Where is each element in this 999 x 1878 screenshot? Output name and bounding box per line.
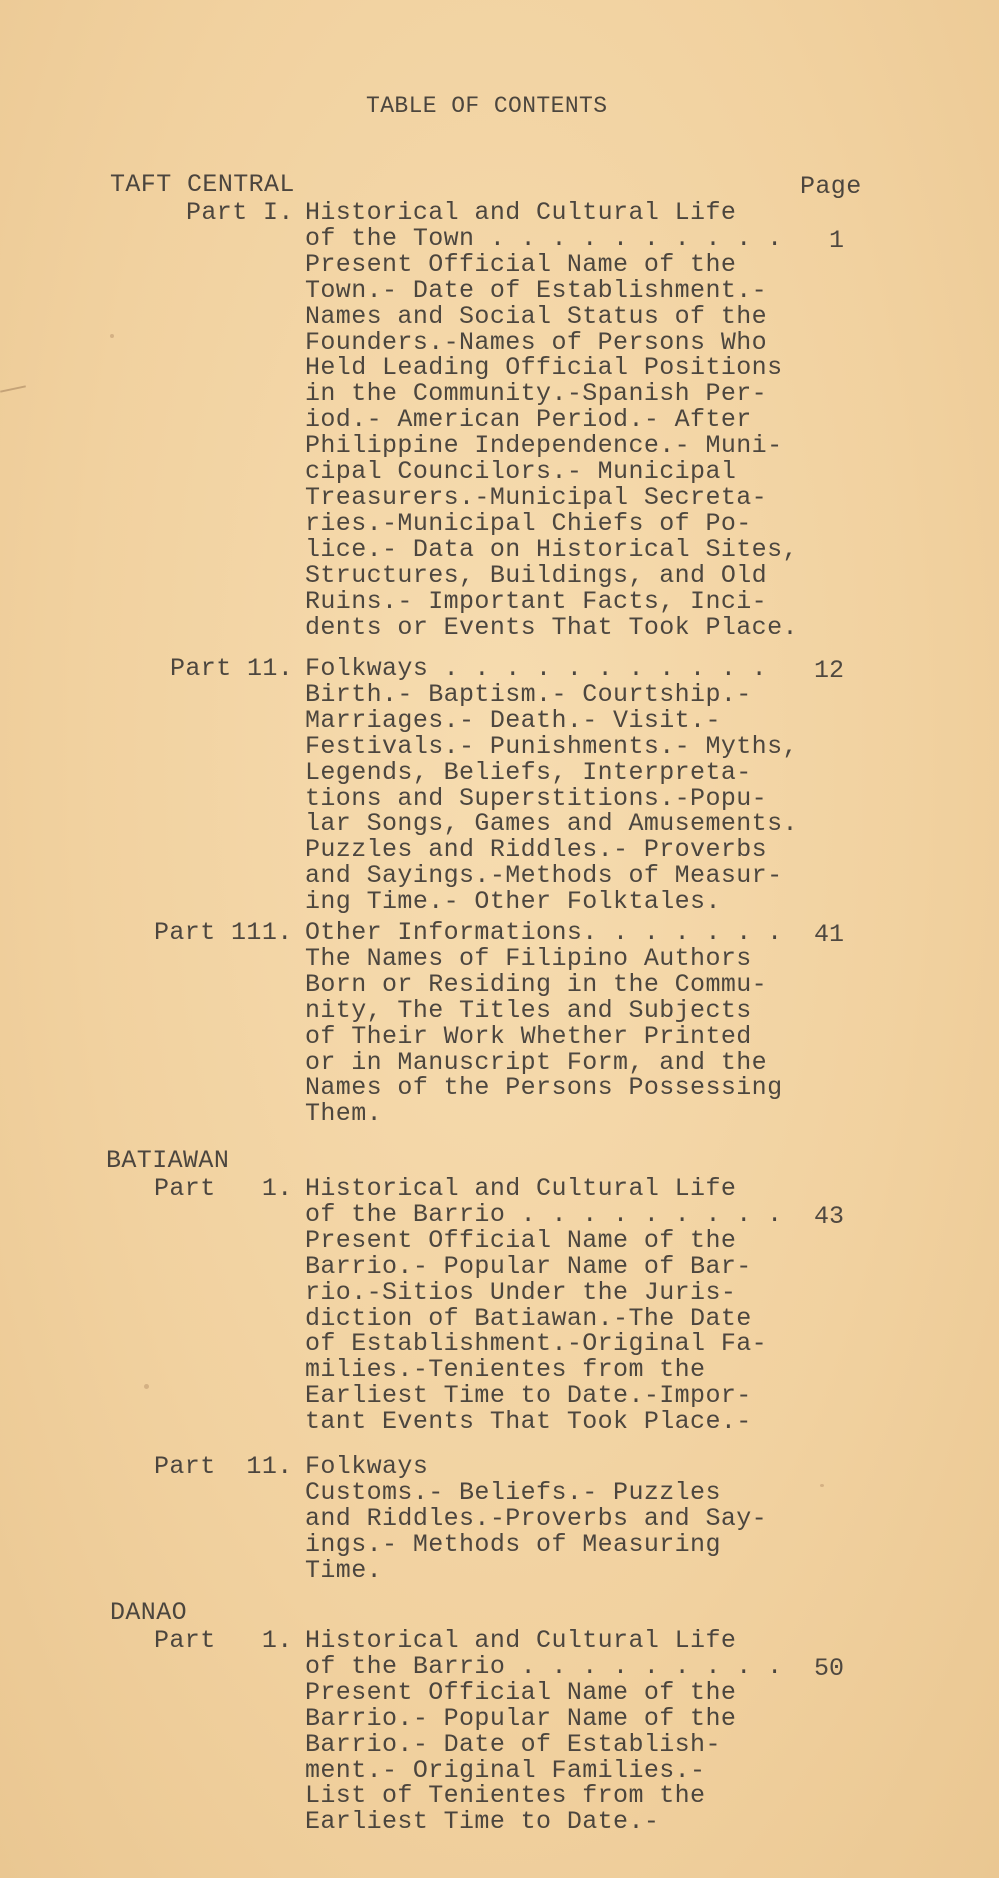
entry-line: Barrio.- Popular Name of Bar- <box>305 1251 752 1281</box>
part-entry-text <box>305 200 798 640</box>
page-number: 50 <box>814 1654 845 1683</box>
part-entry-text <box>305 656 798 915</box>
paper-speck <box>144 1384 149 1389</box>
entry-line: Customs.- Beliefs.- Puzzles <box>305 1477 721 1507</box>
entry-line: iod.- American Period.- After <box>305 405 752 435</box>
section-heading-batiawan: BATIAWAN <box>106 1146 230 1175</box>
entry-line: and Sayings.-Methods of Measur- <box>305 861 783 891</box>
page-column-header: Page <box>800 172 862 201</box>
entry-line: of Their Work Whether Printed <box>305 1021 752 1051</box>
entry-line: Names and Social Status of the <box>305 301 768 331</box>
entry-line: Treasurers.-Municipal Secreta- <box>305 482 768 512</box>
page-number: 43 <box>814 1202 845 1231</box>
entry-line: Other Informations. . . . . . . <box>305 918 783 947</box>
entry-line: Barrio.- Date of Establish- <box>305 1729 721 1759</box>
entry-line: ries.-Municipal Chiefs of Po- <box>305 508 752 538</box>
entry-line: cipal Councilors.- Municipal <box>305 457 737 487</box>
entry-line: Earliest Time to Date.-Impor- <box>305 1381 752 1411</box>
entry-line: of the Town . . . . . . . . . . <box>305 223 783 253</box>
entry-line: Historical and Cultural Life <box>305 1174 737 1203</box>
entry-line: Marriages.- Death.- Visit.- <box>305 705 721 735</box>
page-title: TABLE OF CONTENTS <box>366 93 608 119</box>
part-entry-text <box>305 1454 767 1584</box>
entry-line: ing Time.- Other Folktales. <box>305 887 721 917</box>
entry-line: Present Official Name of the <box>305 1225 737 1255</box>
entry-line: Founders.-Names of Persons Who <box>305 327 768 357</box>
entry-line: Historical and Cultural Life <box>305 1626 737 1655</box>
entry-line: Earliest Time to Date.- <box>305 1807 660 1837</box>
page-number: 1 <box>829 226 845 255</box>
part-label: Part 1. <box>154 1626 293 1655</box>
entry-line: Legends, Beliefs, Interpreta- <box>305 757 752 787</box>
part-entry-text <box>305 1176 782 1435</box>
entry-line: in the Community.-Spanish Per- <box>305 379 768 409</box>
entry-line: Held Leading Official Positions <box>305 353 783 383</box>
part-label: Part 111. <box>154 918 293 947</box>
entry-line: rio.-Sitios Under the Juris- <box>305 1277 737 1307</box>
entry-line: Birth.- Baptism.- Courtship.- <box>305 679 752 709</box>
entry-line: of the Barrio . . . . . . . . . <box>305 1199 783 1229</box>
entry-line: ings.- Methods of Measuring <box>305 1529 721 1559</box>
paper-mark <box>0 385 26 392</box>
part-label: Part 1. <box>154 1174 293 1203</box>
entry-line: lar Songs, Games and Amusements. <box>305 809 798 839</box>
part-label: Part 11. <box>170 654 294 683</box>
entry-line: of the Barrio . . . . . . . . . <box>305 1651 783 1681</box>
paper-speck <box>820 1484 824 1487</box>
entry-line: Historical and Cultural Life <box>305 198 737 227</box>
page-number: 12 <box>814 656 845 685</box>
part-label: Part I. <box>186 198 294 227</box>
entry-line: Structures, Buildings, and Old <box>305 560 768 590</box>
entry-line: List of Tenientes from the <box>305 1781 706 1811</box>
entry-line: of Establishment.-Original Fa- <box>305 1329 768 1359</box>
entry-line: diction of Batiawan.-The Date <box>305 1303 752 1333</box>
section-heading-taft-central: TAFT CENTRAL <box>110 170 295 199</box>
part-label: Part 11. <box>154 1452 293 1481</box>
entry-line: nity, The Titles and Subjects <box>305 995 752 1025</box>
entry-line: Philippine Independence.- Muni- <box>305 431 783 461</box>
entry-line: tant Events That Took Place.- <box>305 1407 752 1437</box>
entry-line: Born or Residing in the Commu- <box>305 969 768 999</box>
paper-speck <box>110 334 114 338</box>
entry-line: tions and Superstitions.-Popu- <box>305 783 768 813</box>
entry-line: milies.-Tenientes from the <box>305 1355 706 1385</box>
entry-line: Folkways <box>305 1452 429 1481</box>
entry-line: The Names of Filipino Authors <box>305 943 752 973</box>
entry-line: Folkways . . . . . . . . . . . <box>305 654 768 683</box>
entry-line: dents or Events That Took Place. <box>305 612 798 642</box>
section-heading-danao: DANAO <box>110 1598 188 1627</box>
entry-line: Barrio.- Popular Name of the <box>305 1703 737 1733</box>
entry-line: lice.- Data on Historical Sites, <box>305 534 798 564</box>
entry-line: Time. <box>305 1555 383 1585</box>
entry-line: or in Manuscript Form, and the <box>305 1047 768 1077</box>
entry-line: Them. <box>305 1099 383 1129</box>
entry-line: Present Official Name of the <box>305 1677 737 1707</box>
page-number: 41 <box>814 920 845 949</box>
entry-line: ment.- Original Families.- <box>305 1755 706 1785</box>
entry-line: Town.- Date of Establishment.- <box>305 275 768 305</box>
entry-line: Names of the Persons Possessing <box>305 1073 783 1103</box>
entry-line: Festivals.- Punishments.- Myths, <box>305 731 798 761</box>
part-entry-text <box>305 920 782 1127</box>
entry-line: Present Official Name of the <box>305 249 737 279</box>
entry-line: Ruins.- Important Facts, Inci- <box>305 586 768 616</box>
entry-line: Puzzles and Riddles.- Proverbs <box>305 835 768 865</box>
entry-line: and Riddles.-Proverbs and Say- <box>305 1503 768 1533</box>
part-entry-text <box>305 1628 782 1835</box>
